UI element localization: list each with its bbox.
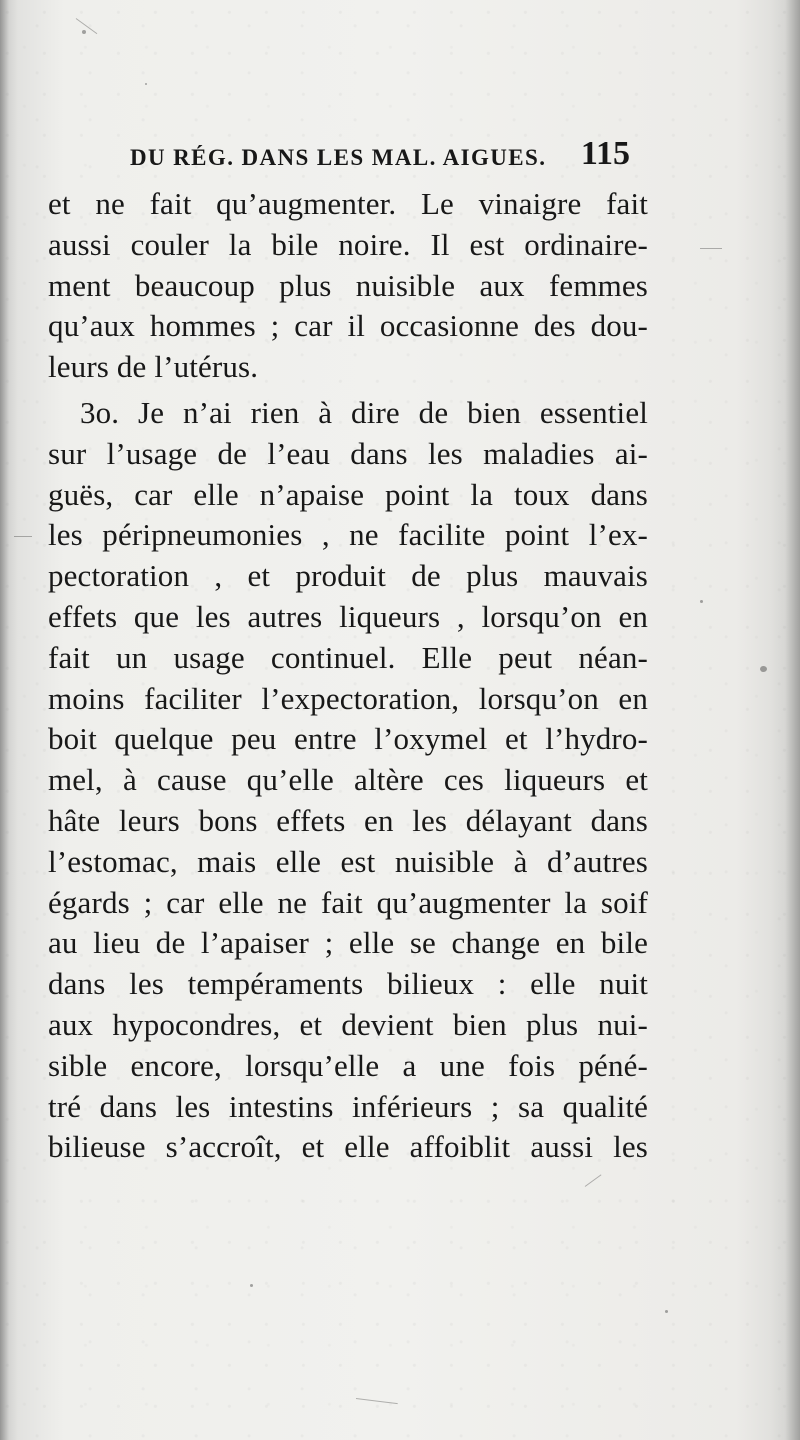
text-line: pectoration , et produit de plus mauvais	[48, 558, 648, 594]
text-line: moins faciliter l’expectoration, lorsqu’on en	[48, 680, 648, 716]
text-line: boit quelque peu entre l’oxymel et l’hydro-	[48, 721, 648, 757]
text-line: sur l’usage de l’eau dans les maladies ai-	[48, 435, 648, 471]
right-page-shadow	[770, 0, 800, 1440]
text-line: guës, car elle n’apaise point la toux dans	[48, 476, 648, 512]
scan-mark	[700, 248, 722, 249]
body-text	[48, 184, 648, 1168]
running-head: DU RÉG. DANS LES MAL. AIGUES.	[130, 145, 547, 170]
scan-mark	[356, 1398, 398, 1404]
text-line: leurs de l’utérus.	[48, 349, 259, 385]
text-line: tré dans les intestins inférieurs ; sa qualité	[48, 1088, 648, 1124]
scan-mark	[14, 536, 32, 537]
paragraph-first-line: 3o. Je n’ai rien à dire de bien essentiel	[80, 394, 648, 430]
scan-mark	[76, 18, 98, 34]
scan-mark	[585, 1174, 602, 1187]
text-line: aussi couler la bile noire. Il est ordinaire-	[48, 226, 648, 262]
text-line: mel, à cause qu’elle altère ces liqueurs et	[48, 762, 648, 798]
paper-speck	[760, 666, 767, 672]
text-line: aux hypocondres, et devient bien plus nui-	[48, 1006, 648, 1042]
text-line: fait un usage continuel. Elle peut néan-	[48, 639, 648, 675]
paper-speck	[700, 600, 703, 603]
left-page-shadow	[0, 0, 18, 1440]
text-line: ment beaucoup plus nuisible aux femmes	[48, 267, 648, 303]
text-line: bilieuse s’accroît, et elle affoiblit aussi les	[48, 1129, 648, 1165]
text-line: l’estomac, mais elle est nuisible à d’autres	[48, 843, 648, 879]
text-line: dans les tempéraments bilieux : elle nuit	[48, 966, 648, 1002]
text-line: hâte leurs bons effets en les délayant dans	[48, 802, 648, 838]
text-line: qu’aux hommes ; car il occasionne des dou-	[48, 308, 648, 344]
paper-speck	[82, 30, 86, 34]
text-line: les péripneumonies , ne facilite point l’ex-	[48, 517, 648, 553]
text-line: effets que les autres liqueurs , lorsqu’on en	[48, 598, 648, 634]
paper-speck	[250, 1284, 253, 1287]
text-line: sible encore, lorsqu’elle a une fois péné-	[48, 1047, 648, 1083]
page-header	[130, 135, 640, 176]
text-line: égards ; car elle ne fait qu’augmenter la soif	[48, 884, 648, 920]
page-number: 115	[580, 135, 630, 172]
text-line: au lieu de l’apaiser ; elle se change en bile	[48, 925, 648, 961]
paper-speck	[665, 1310, 668, 1313]
text-line: et ne fait qu’augmenter. Le vinaigre fait	[48, 186, 648, 221]
paper-speck	[145, 83, 147, 85]
